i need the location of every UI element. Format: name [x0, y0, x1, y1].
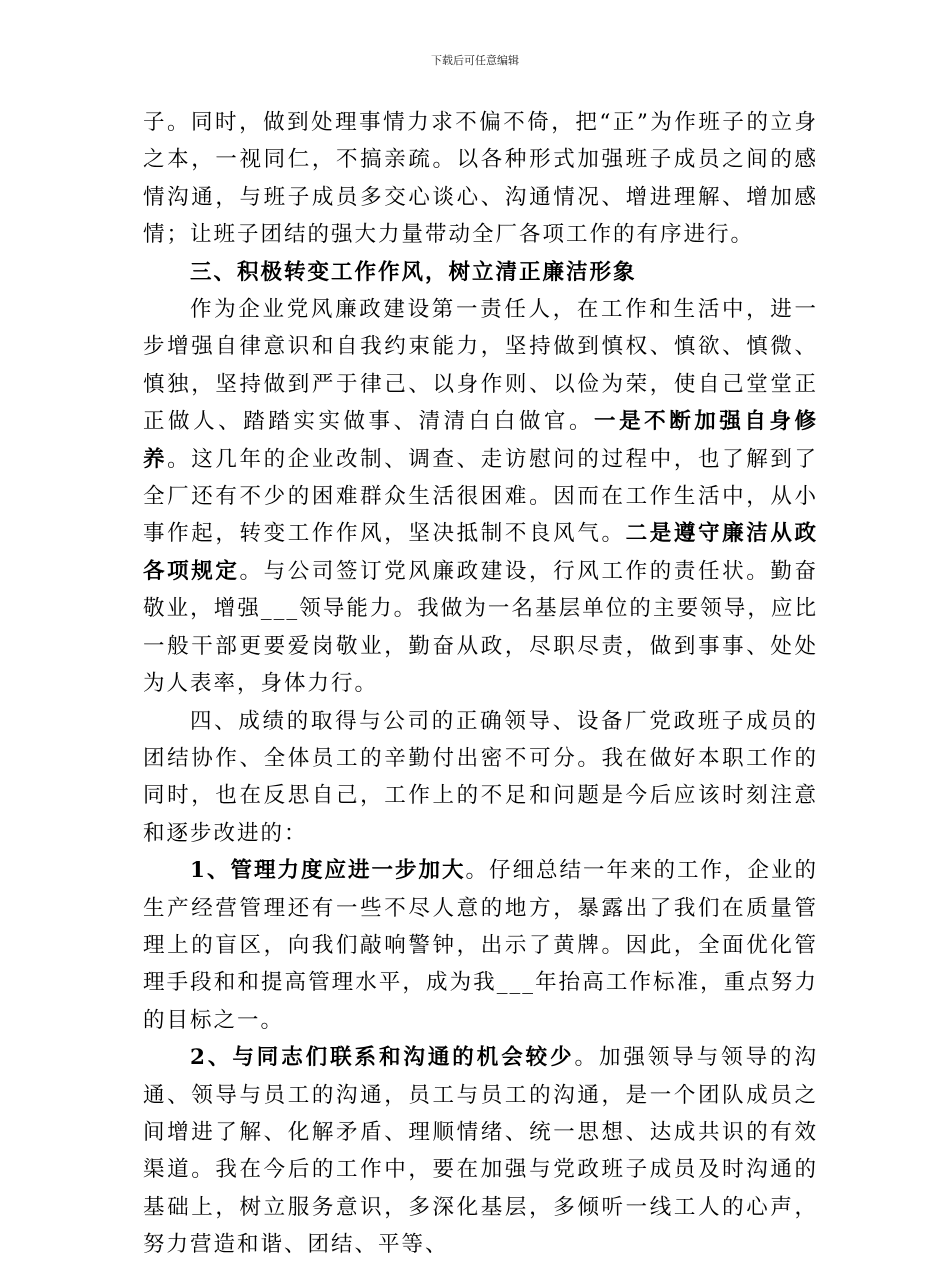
text-span: 四、成绩的取得与公司的正确领导、设备厂党政班子成员的团结协作、全体员工的辛勤付出密不可分。我在做好本职工作的同时，也在反思自己，工作上的不足和问题是今后应该时刻注意和逐步改进的： [143, 708, 818, 846]
section-heading-3 [143, 254, 818, 291]
text-span: 子。同时，做到处理事情力求不偏不倚，把“正”为作班子的立身之本，一视同仁，不搞亲疏。以各种形式加强班子成员之间的感情沟通，与班子成员多交心谈心、沟通情况、增进理解、增加感情；让班子团结的强大力量带动全厂各项工作的有序进行。 [143, 110, 818, 248]
text-span: 。加强领导与领导的沟通、领导与员工的沟通，员工与员工的沟通，是一个团队成员之间增进了解、化解矛盾、理顺情绪、统一思想、达成共识的有效渠道。我在今后的工作中，要在加强与党政班子成员及时沟通的基础上，树立服务意识，多深化基层，多倾听一线工人的心声，努力营造和谐、团结、平等、 [143, 1045, 818, 1258]
document-body [143, 104, 818, 1264]
text-span: 。这几年的企业改制、调查、走访慰问的过程中，也了解到了全厂还有不少的困难群众生活很困难。因而在工作生活中，从小事作起，转变工作作风，坚决抵制不良风气。 [143, 446, 818, 547]
paragraph-5 [143, 852, 818, 1039]
bold-phrase: 二是遵守廉洁从政各项规定 [143, 521, 818, 584]
bold-phrase: 1、管理力度应进一步加大 [190, 858, 466, 884]
paragraph-3 [143, 291, 818, 702]
paragraph-4 [143, 703, 818, 853]
bold-phrase: 2、与同志们联系和沟通的机会较少 [190, 1045, 575, 1071]
page-header: 下载后可任意编辑 [431, 54, 519, 67]
heading-text: 三、积极转变工作作风，树立清正廉洁形象 [190, 259, 637, 285]
text-span: 。与公司签订党风廉政建设，行风工作的责任状。勤奋敬业，增强___领导能力。我做为一名基层单位的主要领导，应比一般干部更要爱岗敬业，勤奋从政，尽职尽责，做到事事、处处为人表率，身体力行。 [143, 558, 818, 697]
text-span: 作为企业党风廉政建设第一责任人，在工作和生活中，进一步增强自律意识和自我约束能力，坚持做到慎权、慎欲、慎微、慎独，坚持做到严于律己、以身作则、以俭为荣，使自己堂堂正正做人、踏踏实实做事、清清白白做官。 [143, 297, 818, 435]
bold-phrase: 一是不断加强自身修养 [143, 409, 818, 472]
paragraph-1 [143, 104, 818, 254]
text-span: 。仔细总结一年来的工作，企业的生产经营管理还有一些不尽人意的地方，暴露出了我们在质量管理上的盲区，向我们敲响警钟，出示了黄牌。因此，全面优化管理手段和和提高管理水平，成为我___年抬高工作标准，重点努力的目标之一。 [143, 858, 818, 1033]
